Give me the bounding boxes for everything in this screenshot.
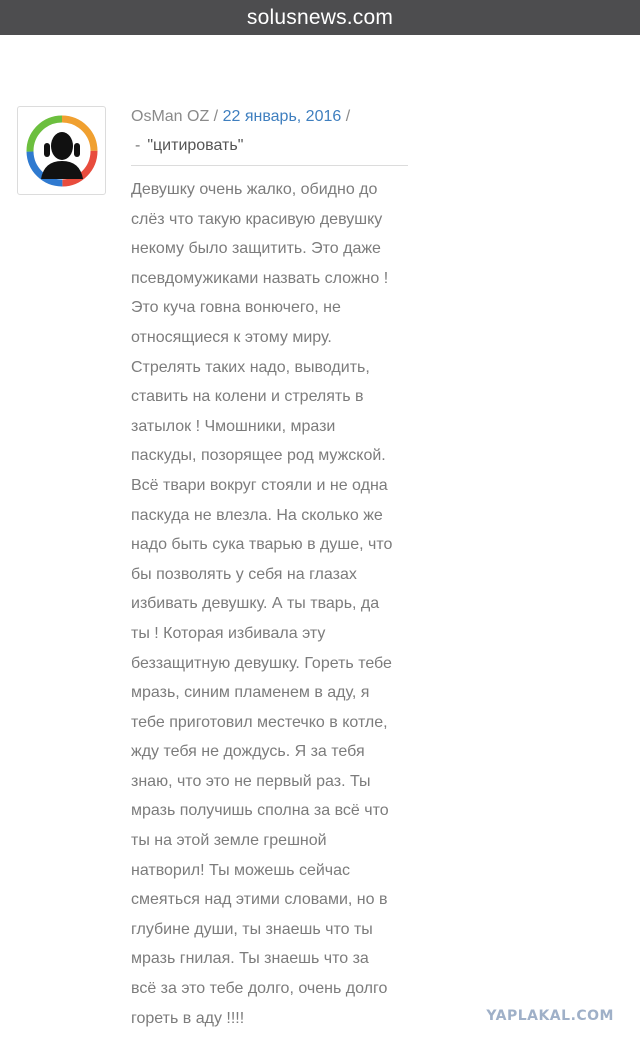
comment-text-line: некому было защитить. Это даже	[131, 240, 381, 258]
comment-text-line: тебе приготовил местечко в котле,	[131, 713, 388, 731]
comment-text-line: гореть в аду !!!!	[131, 1009, 245, 1027]
meta-line	[131, 106, 411, 128]
comment-body	[131, 175, 411, 1033]
comment-meta	[131, 106, 411, 157]
browser-address-bar[interactable]	[0, 0, 640, 35]
comment-text-line: псевдомужиками назвать сложно !	[131, 269, 389, 287]
meta-divider	[131, 165, 408, 166]
comment-text-line: относящиеся к этому миру.	[131, 328, 332, 346]
quote-row	[131, 135, 411, 157]
comment-text-line: ставить на колени и стрелять в	[131, 388, 364, 406]
comment-text-line: мразь получишь сполна за всё что	[131, 802, 389, 820]
quote-button[interactable]: "цитировать"	[147, 137, 244, 154]
comment-text-line: бы позволять у себя на глазах	[131, 565, 357, 583]
comment-text-line: глубине души, ты знаешь что ты	[131, 920, 373, 938]
comment-text-line: мразь гнилая. Ты знаешь что за	[131, 950, 369, 968]
comment-text-line: жду тебя не дождусь. Я за тебя	[131, 743, 365, 761]
comment-text-line: смеяться над этими словами, но в	[131, 891, 388, 909]
quote-dash: -	[135, 137, 141, 154]
meta-separator: /	[209, 108, 223, 125]
comment-text-line: Это куча говна вонючего, не	[131, 299, 341, 317]
watermark: YAPLAKAL.COM	[486, 1008, 614, 1024]
avatar	[17, 106, 106, 195]
comment-text-line: ты на этой земле грешной	[131, 832, 327, 850]
comment-text-line: паскуда не влезла. На сколько же	[131, 506, 383, 524]
comment-text-line: паскуды, позорящее род мужской.	[131, 447, 386, 465]
comment-text-line: знаю, что это не первый раз. Ты	[131, 772, 371, 790]
comment-text-line: надо быть сука тварью в душе, что	[131, 536, 393, 554]
comment-date-link[interactable]: 22 январь, 2016	[222, 108, 342, 125]
url-text: solusnews.com	[246, 5, 394, 29]
comment-text-line: слёз что такую красивую девушку	[131, 210, 383, 228]
comment-text-line: беззащитную девушку. Гореть тебе	[131, 654, 392, 672]
comment-text-line: ты ! Которая избивала эту	[131, 624, 326, 642]
user-silhouette-icon	[24, 113, 100, 189]
comment-text-line: Девушку очень жалко, обидно до	[131, 181, 378, 198]
comment-text-line: всё за это тебе долго, очень долго	[131, 980, 388, 998]
comment-text-line: затылок ! Чмошники, мрази	[131, 417, 336, 435]
comment-text-line: избивать девушку. А ты тварь, да	[131, 595, 380, 613]
comment-text-line: мразь, синим пламенем в аду, я	[131, 684, 370, 702]
comment-text-line: Стрелять таких надо, выводить,	[131, 358, 370, 376]
comment-text-line: Всё твари вокруг стояли и не одна	[131, 476, 388, 494]
comment-text-line: натворил! Ты можешь сейчас	[131, 861, 351, 879]
author-name[interactable]: OsMan OZ	[131, 108, 210, 125]
meta-separator-trailing: /	[341, 108, 351, 125]
